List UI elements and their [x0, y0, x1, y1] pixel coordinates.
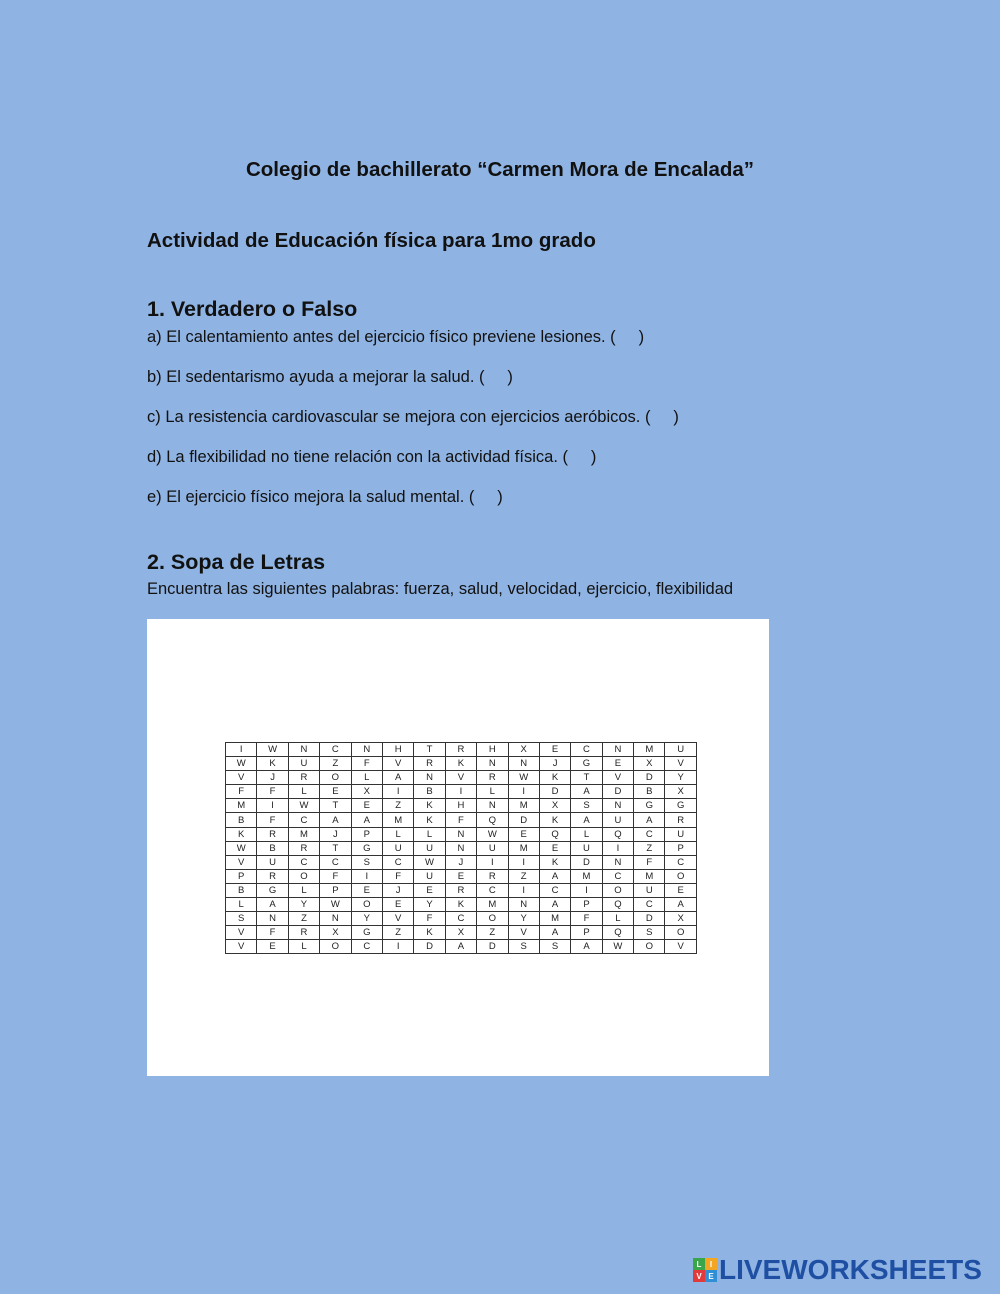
grid-cell[interactable]: Z — [634, 841, 665, 855]
grid-cell[interactable]: C — [382, 855, 413, 869]
grid-cell[interactable]: R — [257, 869, 288, 883]
grid-cell[interactable]: V — [445, 771, 476, 785]
grid-cell[interactable]: H — [445, 799, 476, 813]
grid-cell[interactable]: A — [665, 898, 696, 912]
grid-cell[interactable]: I — [508, 855, 539, 869]
grid-cell[interactable]: A — [634, 813, 665, 827]
grid-cell[interactable]: X — [539, 799, 570, 813]
grid-cell[interactable]: Z — [382, 926, 413, 940]
grid-cell[interactable]: V — [602, 771, 633, 785]
grid-cell[interactable]: I — [508, 883, 539, 897]
grid-cell[interactable]: E — [382, 898, 413, 912]
grid-cell[interactable]: O — [288, 869, 319, 883]
grid-cell[interactable]: F — [257, 785, 288, 799]
grid-cell[interactable]: J — [257, 771, 288, 785]
grid-cell[interactable]: Q — [477, 813, 508, 827]
grid-cell[interactable]: M — [382, 813, 413, 827]
grid-cell[interactable]: L — [477, 785, 508, 799]
grid-row — [226, 912, 697, 926]
grid-cell[interactable]: A — [539, 869, 570, 883]
grid-cell[interactable]: W — [414, 855, 445, 869]
grid-cell[interactable]: D — [414, 940, 445, 954]
grid-cell[interactable]: H — [382, 743, 413, 757]
grid-cell[interactable]: S — [539, 940, 570, 954]
grid-cell[interactable]: X — [665, 912, 696, 926]
grid-cell[interactable]: S — [226, 912, 257, 926]
grid-cell[interactable]: T — [571, 771, 602, 785]
grid-cell[interactable]: V — [226, 855, 257, 869]
grid-cell[interactable]: B — [226, 813, 257, 827]
grid-cell[interactable]: W — [226, 841, 257, 855]
grid-cell[interactable]: L — [226, 898, 257, 912]
grid-cell[interactable]: N — [320, 912, 351, 926]
grid-cell[interactable]: E — [539, 743, 570, 757]
grid-cell[interactable]: D — [539, 785, 570, 799]
grid-cell[interactable]: Z — [508, 869, 539, 883]
grid-cell[interactable]: Y — [414, 898, 445, 912]
grid-cell[interactable]: L — [602, 912, 633, 926]
grid-cell[interactable]: B — [226, 883, 257, 897]
grid-cell[interactable]: E — [351, 883, 382, 897]
question-c: c) La resistencia cardiovascular se mejora con ejercicios aeróbicos. ( ) — [147, 408, 679, 426]
grid-cell[interactable]: U — [257, 855, 288, 869]
grid-cell[interactable]: N — [602, 855, 633, 869]
logo-icon-letter: I — [705, 1258, 717, 1270]
grid-row — [226, 785, 697, 799]
grid-cell[interactable]: M — [477, 898, 508, 912]
grid-cell[interactable]: C — [634, 827, 665, 841]
grid-cell[interactable]: V — [226, 771, 257, 785]
logo-icon-letter: E — [705, 1270, 717, 1282]
liveworksheets-logo-icon — [693, 1258, 717, 1282]
grid-cell[interactable]: V — [382, 757, 413, 771]
grid-cell[interactable]: O — [320, 940, 351, 954]
grid-cell[interactable]: V — [226, 940, 257, 954]
grid-cell[interactable]: Z — [382, 799, 413, 813]
grid-cell[interactable]: A — [571, 813, 602, 827]
grid-cell[interactable]: P — [320, 883, 351, 897]
grid-cell[interactable]: O — [602, 883, 633, 897]
grid-cell[interactable]: Y — [351, 912, 382, 926]
grid-row — [226, 841, 697, 855]
grid-cell[interactable]: X — [665, 785, 696, 799]
grid-cell[interactable]: T — [414, 743, 445, 757]
grid-cell[interactable]: X — [351, 785, 382, 799]
grid-cell[interactable]: L — [288, 940, 319, 954]
question-d: d) La flexibilidad no tiene relación con la actividad física. ( ) — [147, 448, 597, 466]
grid-cell[interactable]: K — [414, 926, 445, 940]
grid-cell[interactable]: O — [634, 940, 665, 954]
school-title: Colegio de bachillerato “Carmen Mora de Encalada” — [245, 158, 755, 181]
grid-cell[interactable]: M — [508, 841, 539, 855]
grid-row — [226, 869, 697, 883]
grid-cell[interactable]: L — [288, 883, 319, 897]
grid-cell[interactable]: N — [602, 743, 633, 757]
grid-cell[interactable]: S — [571, 799, 602, 813]
grid-cell[interactable]: N — [351, 743, 382, 757]
grid-cell[interactable]: I — [508, 785, 539, 799]
grid-cell[interactable]: I — [382, 940, 413, 954]
grid-cell[interactable]: E — [665, 883, 696, 897]
grid-cell[interactable]: M — [226, 799, 257, 813]
grid-cell[interactable]: E — [602, 757, 633, 771]
grid-cell[interactable]: U — [414, 869, 445, 883]
grid-cell[interactable]: S — [634, 926, 665, 940]
grid-cell[interactable]: T — [320, 799, 351, 813]
grid-cell[interactable]: W — [508, 771, 539, 785]
grid-cell[interactable]: K — [539, 855, 570, 869]
question-e: e) El ejercicio físico mejora la salud mental. ( ) — [147, 488, 503, 506]
grid-cell[interactable]: J — [382, 883, 413, 897]
activity-title: Actividad de Educación física para 1mo grado — [147, 229, 596, 252]
grid-cell[interactable]: D — [634, 771, 665, 785]
grid-cell[interactable]: A — [539, 926, 570, 940]
grid-cell[interactable]: L — [382, 827, 413, 841]
grid-row — [226, 743, 697, 757]
grid-cell[interactable]: F — [351, 757, 382, 771]
grid-cell[interactable]: T — [320, 841, 351, 855]
grid-cell[interactable]: L — [414, 827, 445, 841]
grid-cell[interactable]: K — [539, 813, 570, 827]
grid-cell[interactable]: F — [414, 912, 445, 926]
grid-cell[interactable]: I — [602, 841, 633, 855]
grid-cell[interactable]: C — [320, 855, 351, 869]
grid-cell[interactable]: C — [288, 813, 319, 827]
grid-cell[interactable]: C — [351, 940, 382, 954]
grid-cell[interactable]: C — [665, 855, 696, 869]
grid-cell[interactable]: C — [634, 898, 665, 912]
logo-text: LIVEWORKSHEETS — [719, 1254, 982, 1285]
grid-cell[interactable]: B — [414, 785, 445, 799]
grid-cell[interactable]: K — [257, 757, 288, 771]
grid-cell[interactable]: A — [571, 940, 602, 954]
word-search-instructions: Encuentra las siguientes palabras: fuerza, salud, velocidad, ejercicio, flexibilidad — [147, 580, 734, 598]
grid-cell[interactable]: M — [288, 827, 319, 841]
grid-cell[interactable]: A — [351, 813, 382, 827]
grid-cell[interactable]: I — [257, 799, 288, 813]
grid-cell[interactable]: N — [257, 912, 288, 926]
grid-cell[interactable]: N — [477, 757, 508, 771]
grid-cell[interactable]: R — [414, 757, 445, 771]
grid-cell[interactable]: U — [571, 841, 602, 855]
grid-cell[interactable]: A — [445, 940, 476, 954]
grid-cell[interactable]: V — [665, 940, 696, 954]
grid-cell[interactable]: E — [320, 785, 351, 799]
grid-cell[interactable]: U — [382, 841, 413, 855]
grid-cell[interactable]: M — [634, 743, 665, 757]
grid-cell[interactable]: M — [508, 799, 539, 813]
grid-cell[interactable]: U — [665, 827, 696, 841]
grid-cell[interactable]: D — [602, 785, 633, 799]
grid-cell[interactable]: Y — [288, 898, 319, 912]
grid-cell[interactable]: R — [477, 869, 508, 883]
grid-cell[interactable]: N — [477, 799, 508, 813]
grid-cell[interactable]: G — [665, 799, 696, 813]
grid-cell[interactable]: C — [288, 855, 319, 869]
grid-cell[interactable]: I — [351, 869, 382, 883]
grid-cell[interactable]: P — [571, 926, 602, 940]
grid-cell[interactable]: O — [320, 771, 351, 785]
grid-cell[interactable]: Q — [602, 926, 633, 940]
grid-cell[interactable]: P — [226, 869, 257, 883]
grid-cell[interactable]: Y — [508, 912, 539, 926]
grid-cell[interactable]: S — [508, 940, 539, 954]
grid-cell[interactable]: O — [351, 898, 382, 912]
grid-cell[interactable]: U — [665, 743, 696, 757]
grid-cell[interactable]: O — [477, 912, 508, 926]
section-1-heading: 1. Verdadero o Falso — [147, 297, 358, 321]
grid-cell[interactable]: W — [257, 743, 288, 757]
grid-cell[interactable]: U — [414, 841, 445, 855]
grid-cell[interactable]: Y — [665, 771, 696, 785]
grid-cell[interactable]: Q — [539, 827, 570, 841]
grid-cell[interactable]: J — [445, 855, 476, 869]
grid-cell[interactable]: N — [508, 898, 539, 912]
grid-cell[interactable]: F — [226, 785, 257, 799]
grid-cell[interactable]: Z — [477, 926, 508, 940]
grid-cell[interactable]: V — [508, 926, 539, 940]
grid-cell[interactable]: V — [665, 757, 696, 771]
liveworksheets-logo — [693, 1256, 982, 1284]
grid-cell[interactable]: O — [665, 869, 696, 883]
grid-cell[interactable]: G — [351, 841, 382, 855]
grid-cell[interactable]: I — [226, 743, 257, 757]
grid-cell[interactable]: Q — [602, 898, 633, 912]
grid-cell[interactable]: K — [414, 799, 445, 813]
grid-cell[interactable]: Q — [602, 827, 633, 841]
grid-cell[interactable]: R — [288, 771, 319, 785]
grid-row — [226, 940, 697, 954]
grid-cell[interactable]: F — [571, 912, 602, 926]
grid-cell[interactable]: L — [571, 827, 602, 841]
grid-cell[interactable]: R — [257, 827, 288, 841]
grid-cell[interactable]: J — [320, 827, 351, 841]
grid-cell[interactable]: Z — [288, 912, 319, 926]
grid-cell[interactable]: W — [226, 757, 257, 771]
grid-cell[interactable]: C — [320, 743, 351, 757]
grid-cell[interactable]: G — [634, 799, 665, 813]
grid-cell[interactable]: V — [226, 926, 257, 940]
grid-cell[interactable]: G — [571, 757, 602, 771]
grid-cell[interactable]: L — [351, 771, 382, 785]
grid-cell[interactable]: R — [665, 813, 696, 827]
grid-cell[interactable]: C — [477, 883, 508, 897]
grid-cell[interactable]: E — [351, 799, 382, 813]
grid-cell[interactable]: A — [257, 898, 288, 912]
grid-cell[interactable]: C — [539, 883, 570, 897]
grid-cell[interactable]: C — [445, 912, 476, 926]
grid-cell[interactable]: N — [445, 827, 476, 841]
question-a: a) El calentamiento antes del ejercicio físico previene lesiones. ( ) — [147, 328, 645, 346]
question-b: b) El sedentarismo ayuda a mejorar la salud. ( ) — [147, 368, 513, 386]
word-search-card — [147, 619, 769, 1076]
grid-cell[interactable]: L — [288, 785, 319, 799]
grid-cell[interactable]: M — [634, 869, 665, 883]
grid-cell[interactable]: C — [602, 869, 633, 883]
grid-row — [226, 771, 697, 785]
grid-cell[interactable]: A — [382, 771, 413, 785]
grid-cell[interactable]: F — [382, 869, 413, 883]
grid-row — [226, 799, 697, 813]
logo-icon-letter: V — [693, 1270, 705, 1282]
grid-cell[interactable]: W — [602, 940, 633, 954]
grid-cell[interactable]: I — [571, 883, 602, 897]
grid-row — [226, 813, 697, 827]
grid-cell[interactable]: D — [571, 855, 602, 869]
grid-cell[interactable]: F — [257, 926, 288, 940]
grid-cell[interactable]: W — [477, 827, 508, 841]
grid-cell[interactable]: V — [382, 912, 413, 926]
grid-cell[interactable]: E — [257, 940, 288, 954]
grid-cell[interactable]: N — [602, 799, 633, 813]
grid-cell[interactable]: G — [351, 926, 382, 940]
grid-cell[interactable]: R — [477, 771, 508, 785]
grid-cell[interactable]: M — [571, 869, 602, 883]
grid-row — [226, 757, 697, 771]
grid-cell[interactable]: A — [539, 898, 570, 912]
grid-cell[interactable]: E — [508, 827, 539, 841]
grid-row — [226, 883, 697, 897]
grid-row — [226, 898, 697, 912]
grid-cell[interactable]: A — [320, 813, 351, 827]
grid-cell[interactable]: I — [445, 785, 476, 799]
grid-cell[interactable]: K — [226, 827, 257, 841]
grid-cell[interactable]: U — [602, 813, 633, 827]
section-2-heading: 2. Sopa de Letras — [147, 550, 326, 574]
grid-cell[interactable]: O — [665, 926, 696, 940]
grid-cell[interactable]: W — [320, 898, 351, 912]
grid-cell[interactable]: I — [382, 785, 413, 799]
grid-cell[interactable]: F — [257, 813, 288, 827]
grid-cell[interactable]: K — [445, 898, 476, 912]
grid-cell[interactable]: X — [445, 926, 476, 940]
grid-cell[interactable]: K — [445, 757, 476, 771]
grid-cell[interactable]: R — [288, 841, 319, 855]
grid-cell[interactable]: F — [320, 869, 351, 883]
grid-row — [226, 827, 697, 841]
grid-cell[interactable]: P — [665, 841, 696, 855]
grid-cell[interactable]: E — [414, 883, 445, 897]
grid-cell[interactable]: N — [414, 771, 445, 785]
grid-cell[interactable]: X — [634, 757, 665, 771]
grid-cell[interactable]: B — [634, 785, 665, 799]
grid-cell[interactable]: R — [445, 883, 476, 897]
grid-cell[interactable]: F — [634, 855, 665, 869]
grid-cell[interactable]: B — [257, 841, 288, 855]
grid-cell[interactable]: K — [539, 771, 570, 785]
grid-cell[interactable]: U — [634, 883, 665, 897]
grid-row — [226, 855, 697, 869]
grid-cell[interactable]: R — [445, 743, 476, 757]
grid-cell[interactable]: M — [539, 912, 570, 926]
grid-cell[interactable]: U — [288, 757, 319, 771]
grid-cell[interactable]: D — [477, 940, 508, 954]
grid-cell[interactable]: X — [508, 743, 539, 757]
grid-cell[interactable]: H — [477, 743, 508, 757]
word-search-grid[interactable] — [225, 742, 697, 954]
grid-cell[interactable]: U — [477, 841, 508, 855]
grid-row — [226, 926, 697, 940]
grid-cell[interactable]: W — [288, 799, 319, 813]
grid-cell[interactable]: N — [445, 841, 476, 855]
grid-cell[interactable]: N — [288, 743, 319, 757]
grid-cell[interactable]: A — [571, 785, 602, 799]
grid-cell[interactable]: F — [445, 813, 476, 827]
grid-cell[interactable]: D — [508, 813, 539, 827]
grid-cell[interactable]: C — [571, 743, 602, 757]
grid-cell[interactable]: N — [508, 757, 539, 771]
grid-cell[interactable]: G — [257, 883, 288, 897]
grid-cell[interactable]: E — [445, 869, 476, 883]
grid-cell[interactable]: S — [351, 855, 382, 869]
grid-cell[interactable]: P — [351, 827, 382, 841]
logo-icon-letter: L — [693, 1258, 705, 1270]
grid-cell[interactable]: I — [477, 855, 508, 869]
grid-cell[interactable]: X — [320, 926, 351, 940]
grid-cell[interactable]: K — [414, 813, 445, 827]
grid-cell[interactable]: J — [539, 757, 570, 771]
grid-cell[interactable]: D — [634, 912, 665, 926]
grid-cell[interactable]: E — [539, 841, 570, 855]
grid-cell[interactable]: P — [571, 898, 602, 912]
grid-cell[interactable]: Z — [320, 757, 351, 771]
grid-cell[interactable]: R — [288, 926, 319, 940]
